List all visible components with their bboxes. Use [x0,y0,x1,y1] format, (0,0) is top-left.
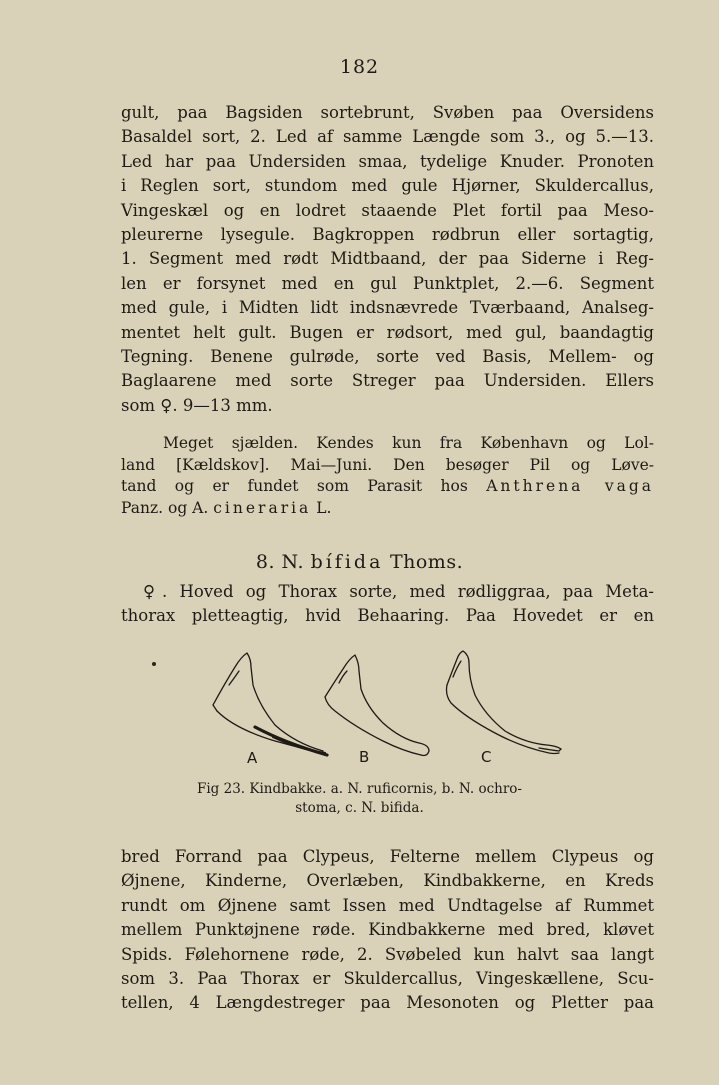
text-line: Vingeskæl og en lodret staaende Plet fortil paa Meso- [121,200,654,220]
text-line: rundt om Øjnene samt Issen med Undtagelse af Rummet [121,895,654,915]
figure-mandibles [195,645,575,770]
text-line: som 3. Paa Thorax er Skuldercallus, Vingeskællene, Scu- [121,969,654,989]
text-line: mentet helt gult. Bugen er rødsort, med gul, baandagtig [121,322,654,342]
note-line: Meget sjælden. Kendes kun fra København og Lol- [163,434,654,452]
text-line: med gule, i Midten lidt indsnævrede Tværbaand, Analseg- [121,298,654,318]
note-text: og A. [168,498,209,517]
text-line: 1. Segment med rødt Midtbaand, der paa Siderne i Reg- [121,249,654,269]
figure-caption [0,780,719,818]
text-line: Øjnene, Kinderne, Overlæben, Kindbakkerne, en Kreds [121,871,654,891]
note-line [121,476,654,498]
figure-label-c: C [481,748,492,766]
caption-line: Fig 23. Kindbakke. a. N. ruficornis, b. N. ochro- [196,781,522,797]
text-line: mellem Punktøjnene røde. Kindbakkerne med bred, kløvet [121,920,654,940]
page-number: 182 [339,56,380,78]
text-line: pleurerne lysegule. Bagkroppen rødbrun eller sortagtig, [121,225,654,245]
figure-label-b: B [359,748,370,766]
figure-label-a: A [247,749,258,767]
ink-speck [152,662,156,666]
mandible-a-drawing [213,653,327,755]
paragraph-description-head [121,845,654,1016]
text-line: bred Forrand paa Clypeus, Felterne mellem Clypeus og [121,847,654,866]
text-line: gult, paa Bagsiden sortebrunt, Svøben paa Oversidens [121,103,654,122]
text-line: Baglaarene med sorte Streger paa Undersiden. Ellers [121,371,654,391]
mandible-b-drawing [325,655,429,756]
heading-species: bífida [310,551,384,573]
text-line: ♀. Hoved og Thorax sorte, med rødliggraa, paa Meta- [143,582,654,601]
author-name: Panz. [121,498,164,517]
caption-line: stoma, c. N. bifida. [295,800,424,816]
text-line: Tegning. Benene gulrøde, sorte ved Basis, Mellem- og [121,347,654,367]
species-name: Anthrena vaga [486,477,654,496]
text-line: i Reglen sort, stundom med gule Hjørner, Skuldercallus, [121,176,654,196]
text-line: len er forsynet med en gul Punktplet, 2.—6. Segment [121,273,654,293]
paragraph-description-continued [121,101,654,418]
author-name: L. [316,498,332,517]
mandible-c-drawing [447,651,562,754]
heading-number: 8. N. [255,551,305,573]
species-name: cineraria [213,498,312,517]
species-heading [0,551,719,573]
heading-author: Thoms. [389,551,464,573]
text-line: thorax pletteagtig, hvid Behaaring. Paa Hovedet er en [121,606,654,626]
text-line: Basaldel sort, 2. Led af samme Længde som 3., og 5.—13. [121,127,654,147]
note-text: tand og er fundet som Parasit hos [121,477,487,496]
note-line [121,498,654,520]
paragraph-species-description [121,580,654,629]
text-line: som ♀. 9—13 mm. [121,395,273,415]
text-line: tellen, 4 Længdestreger paa Mesonoten og Pletter paa [121,993,654,1013]
text-line: Led har paa Undersiden smaa, tydelige Knuder. Pronoten [121,151,654,171]
text-line: Spids. Følehornene røde, 2. Svøbeled kun halvt saa langt [121,944,654,964]
note-line: land [Kældskov]. Mai—Juni. Den besøger Pil og Løve- [121,455,654,474]
distribution-note [121,433,654,519]
